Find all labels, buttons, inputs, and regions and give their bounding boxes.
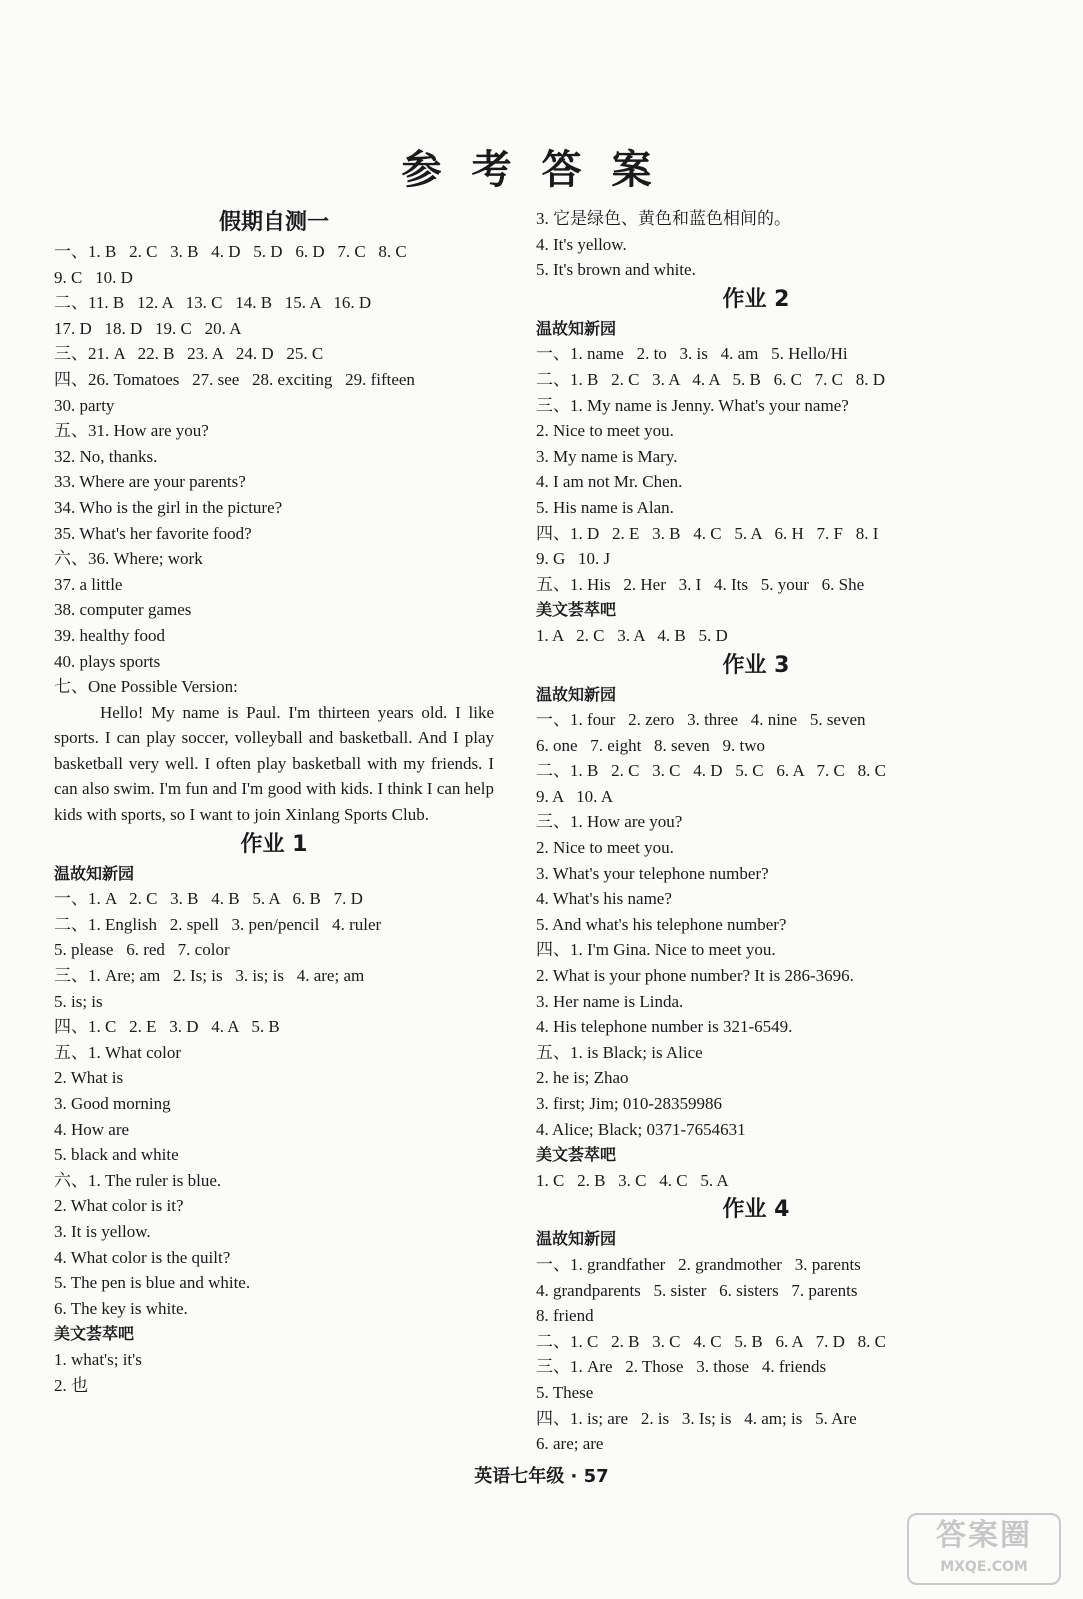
answer-line: 9. C 10. D xyxy=(54,267,133,287)
answer-line: 三、1. My name is Jenny. What's your name? xyxy=(536,395,849,415)
page-footer: 英语七年级 · 57 xyxy=(474,1466,609,1487)
answer-line: 五、1. His 2. Her 3. I 4. Its 5. your 6. She xyxy=(536,574,865,594)
answer-line: 2. What color is it? xyxy=(54,1196,184,1216)
answer-line: 2. 也 xyxy=(54,1375,88,1395)
answer-line: 4. It's yellow. xyxy=(536,234,627,254)
answer-line: 35. What's her favorite food? xyxy=(54,523,252,543)
answer-line: 六、36. Where; work xyxy=(54,549,203,569)
answer-line: 二、1. B 2. C 3. C 4. D 5. C 6. A 7. C 8. C xyxy=(536,761,886,781)
answer-line: 5. His name is Alan. xyxy=(536,497,674,517)
left-column xyxy=(54,206,494,1398)
answer-line: 5. And what's his telephone number? xyxy=(536,914,787,934)
answer-line: 9. A 10. A xyxy=(536,786,613,806)
subsection-label: 温故知新园 xyxy=(536,684,617,704)
answer-line: 3. first; Jim; 010-28359986 xyxy=(536,1094,723,1113)
answer-line: 4. Alice; Black; 0371-7654631 xyxy=(536,1119,746,1139)
section-heading: 作业 2 xyxy=(722,286,790,312)
watermark-top: 答案圈 xyxy=(936,1518,1032,1553)
answer-line: 1. C 2. B 3. C 4. C 5. A xyxy=(536,1170,729,1190)
answer-line: 30. party xyxy=(54,395,115,415)
subsection-label: 美文荟萃吧 xyxy=(536,600,617,620)
answer-line: 1. A 2. C 3. A 4. B 5. D xyxy=(536,625,728,645)
section-heading: 假期自测一 xyxy=(218,210,329,235)
answer-line: 四、1. is; are 2. is 3. Is; is 4. am; is 5. Are xyxy=(536,1408,857,1428)
answer-line: 5. It's brown and white. xyxy=(536,260,696,280)
answer-line: 6. one 7. eight 8. seven 9. two xyxy=(536,735,765,755)
subsection-label: 美文荟萃吧 xyxy=(536,1145,617,1165)
section-heading: 作业 4 xyxy=(722,1197,790,1223)
answer-line: 5. please 6. red 7. color xyxy=(54,940,230,960)
answer-line: 8. friend xyxy=(536,1306,594,1326)
answer-line: 四、1. I'm Gina. Nice to meet you. xyxy=(536,940,776,960)
answer-line: 33. Where are your parents? xyxy=(54,472,246,492)
answer-line: 2. What is your phone number? It is 286-3696. xyxy=(536,966,854,986)
essay-paragraph: Hello! My name is Paul. I'm thirteen years old. I like sports. I can play soccer, volleyball and basketball. And I play basketball very well. I often play basketball with my friends. I can also swim. I'm fun and I'm good with kids. I think I can help kids with sports, so I want to join Xinlang Sports Club. xyxy=(54,702,494,825)
answer-line: 17. D 18. D 19. C 20. A xyxy=(54,318,242,338)
subsection-label: 温故知新园 xyxy=(536,1229,617,1249)
answer-line: 一、1. grandfather 2. grandmother 3. parents xyxy=(536,1254,861,1274)
answer-line: 三、1. Are; am 2. Is; is 3. is; is 4. are; am xyxy=(54,966,365,986)
answer-line: 三、21. A 22. B 23. A 24. D 25. C xyxy=(54,344,324,364)
subsection-label: 美文荟萃吧 xyxy=(54,1324,135,1344)
answer-line: 二、1. C 2. B 3. C 4. C 5. B 6. A 7. D 8. C xyxy=(536,1331,886,1351)
answer-line: 2. he is; Zhao xyxy=(536,1068,629,1088)
answer-line: 5. is; is xyxy=(54,991,103,1011)
answer-line: 二、1. B 2. C 3. A 4. A 5. B 6. C 7. C 8. D xyxy=(536,369,886,389)
answer-line: 3. It is yellow. xyxy=(54,1221,151,1241)
answer-line: 四、26. Tomatoes 27. see 28. exciting 29. fifteen xyxy=(54,369,415,389)
answer-line: 4. I am not Mr. Chen. xyxy=(536,472,683,492)
answer-line: 四、1. C 2. E 3. D 4. A 5. B xyxy=(54,1017,280,1037)
answer-line: 40. plays sports xyxy=(54,651,161,671)
answer-line: 2. Nice to meet you. xyxy=(536,838,674,858)
answer-line: 32. No, thanks. xyxy=(54,446,158,466)
answer-line: 五、1. is Black; is Alice xyxy=(536,1042,703,1062)
right-column xyxy=(536,206,976,1457)
answer-line: 38. computer games xyxy=(54,600,192,620)
answer-line: 4. What color is the quilt? xyxy=(54,1247,231,1267)
answer-line: 5. black and white xyxy=(54,1145,179,1165)
section-heading: 作业 1 xyxy=(240,831,308,857)
answer-line: 5. The pen is blue and white. xyxy=(54,1273,251,1293)
answer-line: 6. are; are xyxy=(536,1434,604,1454)
answer-line: 37. a little xyxy=(54,574,123,594)
answer-line: 4. What's his name? xyxy=(536,889,672,909)
page-title: 参考答案 xyxy=(401,147,682,193)
answer-line: 一、1. four 2. zero 3. three 4. nine 5. seven xyxy=(536,710,866,730)
answer-line: 二、1. English 2. spell 3. pen/pencil 4. ruler xyxy=(54,914,382,934)
watermark-logo xyxy=(907,1513,1061,1585)
answer-line: 4. How are xyxy=(54,1119,130,1139)
answer-line: 五、1. What color xyxy=(54,1042,181,1062)
subsection-label: 温故知新园 xyxy=(536,318,617,338)
answer-line: 三、1. Are 2. Those 3. those 4. friends xyxy=(536,1357,827,1377)
answer-line: 9. G 10. J xyxy=(536,549,611,569)
answer-line: 34. Who is the girl in the picture? xyxy=(54,497,283,517)
answer-line: 3. 它是绿色、黄色和蓝色相间的。 xyxy=(536,209,791,228)
answer-line: 3. Good morning xyxy=(54,1094,171,1113)
answer-line: 5. These xyxy=(536,1382,594,1402)
answer-line: 一、1. B 2. C 3. B 4. D 5. D 6. D 7. C 8. C xyxy=(54,242,407,261)
answer-line: 2. Nice to meet you. xyxy=(536,421,674,441)
answer-line: 3. What's your telephone number? xyxy=(536,863,769,883)
answer-line: 3. Her name is Linda. xyxy=(536,991,684,1011)
answer-line: 1. what's; it's xyxy=(54,1349,142,1369)
answer-line: 七、One Possible Version: xyxy=(54,677,238,697)
answer-line: 3. My name is Mary. xyxy=(536,446,678,466)
answer-line: 4. grandparents 5. sister 6. sisters 7. parents xyxy=(536,1280,858,1300)
answer-line: 四、1. D 2. E 3. B 4. C 5. A 6. H 7. F 8. I xyxy=(536,523,879,543)
answer-line: 二、11. B 12. A 13. C 14. B 15. A 16. D xyxy=(54,293,372,313)
answer-line: 6. The key is white. xyxy=(54,1298,188,1318)
answer-line: 五、31. How are you? xyxy=(54,421,209,441)
answer-line: 三、1. How are you? xyxy=(536,812,683,832)
watermark-bottom: MXQE.COM xyxy=(940,1559,1028,1575)
answer-line: 2. What is xyxy=(54,1068,124,1088)
section-heading: 作业 3 xyxy=(722,652,790,678)
answer-line: 39. healthy food xyxy=(54,625,165,645)
answer-line: 一、1. A 2. C 3. B 4. B 5. A 6. B 7. D xyxy=(54,889,363,909)
answer-line: 4. His telephone number is 321-6549. xyxy=(536,1017,793,1037)
subsection-label: 温故知新园 xyxy=(54,863,135,883)
answer-line: 一、1. name 2. to 3. is 4. am 5. Hello/Hi xyxy=(536,344,848,364)
answer-line: 六、1. The ruler is blue. xyxy=(54,1170,222,1190)
